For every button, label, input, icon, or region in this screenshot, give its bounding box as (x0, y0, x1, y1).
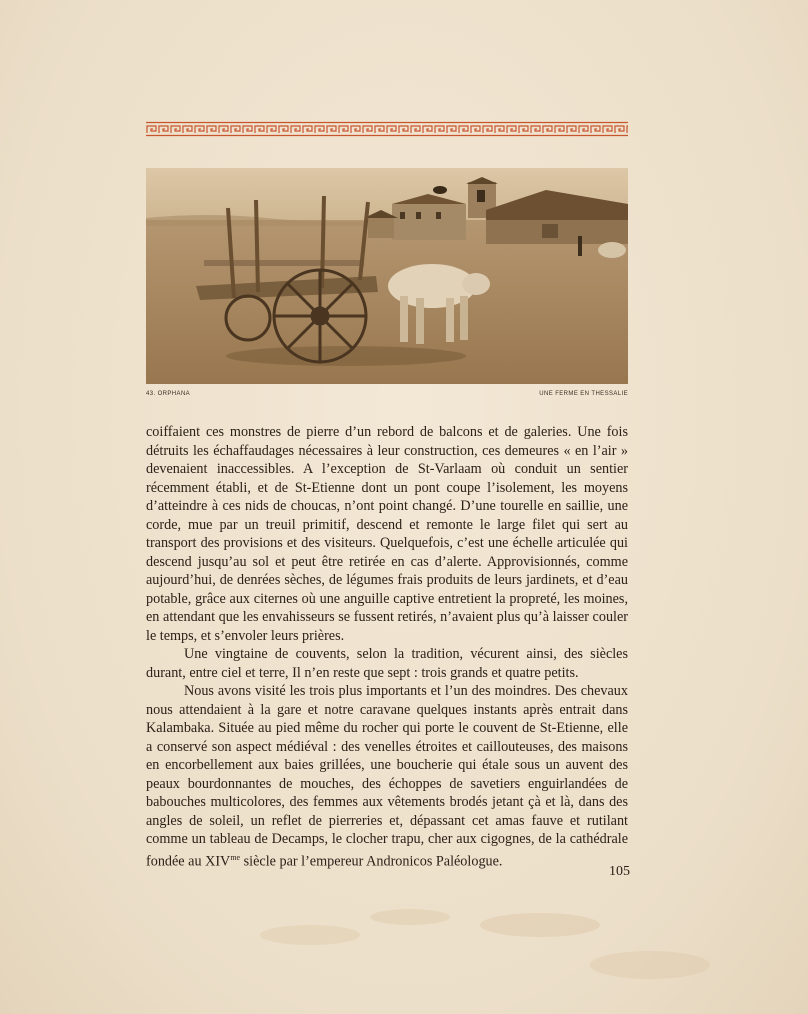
paragraph-3-end: siècle par l’empereur Andronicos Paléologue. (240, 853, 503, 870)
century-superscript: me (230, 852, 241, 862)
paragraph-2: Une vingtaine de couvents, selon la tradition, vécurent ainsi, des siècles durant, entre ciel et terre, Il n’en reste que sept : trois grands et quatre petits. (146, 646, 628, 681)
greek-key-border (146, 121, 628, 137)
farm-photograph (146, 168, 628, 384)
paper-stains (250, 895, 720, 1005)
page-number: 105 (609, 864, 630, 879)
photo-caption-title: UNE FERME EN THESSALIE (539, 391, 628, 397)
body-text (146, 423, 628, 871)
paragraph-3 (146, 682, 628, 871)
paragraph-1: coiffaient ces monstres de pierre d’un rebord de balcons et de galeries. Une fois détruits les échaffaudages nécessaires à leur construction, ces demeures « en l’air » devenaient inaccessibles. A l’exception de St-Varlaam où conduit un sentier récemment établi, et de St-Etienne dont un pont coupe l’isolement, les moyens d’atteindre à ces nids de choucas, n’ont point changé. D’une tourelle en saillie, une corde, mue par un treuil primitif, descend et remonte le large filet qui sert au transport des provisions et des visiteurs. Quelquefois, c’est une échelle articulée qui descend jusqu’au sol et peut être retirée en cas d’alerte. Approvisionnés, comme aujourd’hui, de denrées sèches, de légumes frais produits de leurs jardinets, et d’eau potable, grâce aux citernes où une anguille captive entretient la propreté, les moines, en attendant que les envahisseurs se fussent retirés, n’avaient plus qu’à laisser couler le temps, et s’envoler leurs prières. (146, 424, 628, 644)
photo-caption-number: 43. ORPHANA (146, 391, 191, 397)
paragraph-3-text: Nous avons visité les trois plus importants et l’un des moindres. Des chevaux nous attendaient à la gare et notre caravane quelques instants après entrait dans Kalambaka. Située au pied même du rocher qui porte le couvent de St-Etienne, elle a conservé son aspect médiéval : des venelles étroites et caillouteuses, des maisons en encorbellement aux baies grillées, une boucherie qui étale sous un auvent des peaux bourdonnantes de mouches, des échoppes de savetiers enguirlandées de babouches multicolores, des femmes aux vêtements brodés jetant çà et là, dans des angles de soleil, un reflet de pierreries et, dépassant cet amas fauve et rutilant comme un tableau de Decamps, le clocher trapu, cher aux cigognes, de la cathédrale fondée au XIV (146, 683, 628, 870)
